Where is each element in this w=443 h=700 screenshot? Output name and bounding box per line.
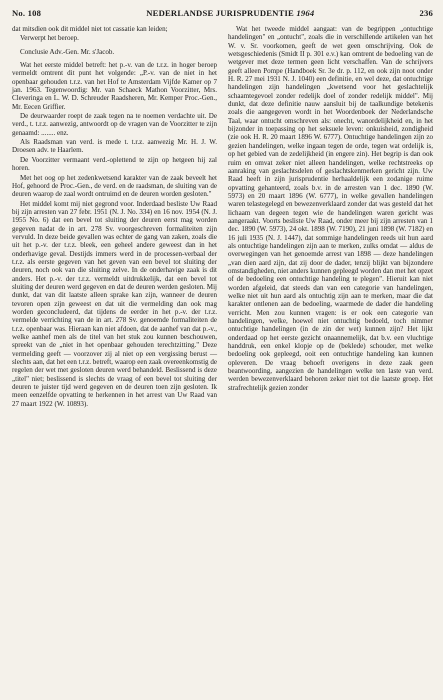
paragraph: De Voorzitter vermaant verd.-oplettend te zijn op hetgeen hij zal horen. [12, 155, 217, 173]
page-number: 236 [419, 8, 433, 18]
paragraph: Conclusie Adv.-Gen. Mr. s'Jacob. [20, 47, 115, 56]
page-header [12, 8, 433, 22]
paragraph: Met het oog op het zedenkwetsend karakter van de zaak beveelt het Hof, gehoord de Proc.-Gen., de verd. en de raadsman, de sluiting van de deuren waarop de zaal wordt ontruimd en de deuren worden gesloten." [12, 173, 217, 199]
journal-year: 1964 [296, 8, 315, 18]
paragraph: Als Raadsman van verd. is mede t. t.r.z. aanwezig Mr. H. J. W. Droesen adv. te Haarlem. [12, 138, 217, 155]
issue-number: No. 108 [12, 8, 42, 18]
left-column [12, 25, 217, 409]
text-columns [12, 25, 433, 409]
paragraph: Wat het eerste middel betreft: het p.-v. van de t.r.z. in hoger beroep vermeldt omtrent dit punt het volgende: „P.-v. van de niet in het openbaar gehouden t.r.z. van het Hof te Amsterdam Vijfde Kamer op 7 jan. 1963. Tegenwoordig: Mr. van Schaeck Mathon Voorzitter, Mrs. Cleveringa en L. W. D. Schreuder Raadsheren, Mr. Kemper Proc.-Gen., Mr. Eecen Griffier. [12, 61, 217, 111]
paragraph: Het middel komt mij niet gegrond voor. Inderdaad besliste Uw Raad bij zijn arresten van 27 febr. 1951 (N. J. No. 334) en 16 nov. 1954 (N. J. 1955 No. 6) dat een bevel tot sluiting der deuren eerst mag worden gegeven nadat de in art. 278 Sv. voorgeschreven formaliteiten zijn vervuld. In deze beide gevallen was echter de gang van zaken, zoals die uit het p.-v. der t.r.z. bleek, een geheel andere geweest dan in het onderhavige geval. Destijds immers werd in de processen-verbaal der t.r.z. als eerste gegeven van het geven van een bevel tot sluiting der deuren, noch ook van die sluiting zelve. In de onderhavige zaak is dit anders. Het p.-v. der t.r.z. vermeldt uitdrukkelijk, dat een bevel tot sluiting der deuren werd gegeven en dat de deuren werden gesloten. Mij dunkt, dat van dit laatste alleen sprake kan zijn, wanneer de deuren tevoren open zijn geweest en dat uit die vermelding dan ook mag worden geconcludeerd, dat tijdens de eerder in het p.-v. der t.r.z. vermelde verrichting van de in art. 278 Sv. genoemde formaliteiten de t.r.z. openbaar was. Hieraan kan niet afdoen, dat de aanhef van dat p.-v., welke aanhef men als de titel van het stuk zou kunnen beschouwen, spreekt van de „niet in het openbaar gehouden terechtzitting." Deze vermelding geeft — voorzover zij al niet op een vergissing berust — slechts aan, dat het een t.r.z. betreft, waarop een zaak overeenkomstig de regelen der wet met gesloten deuren werd behandeld. Beslissend is deze „titel" niet; beslissend is slechts de vraag of een bevel tot sluiting der deuren te juister tijd werd gegeven en de deuren toen zijn gesloten. Ik meen eenzelfde opvatting te herkennen in het arrest van Uw Raad van 27 maart 1922 (W. 10893). [12, 199, 217, 408]
journal-title-text: NEDERLANDSE JURISPRUDENTIE [146, 8, 294, 18]
journal-title [146, 8, 314, 18]
paragraph: Verwerpt het beroep. [20, 34, 79, 43]
paragraph: Wat het tweede middel aangaat: van de begrippen „ontuchtige handelingen" en „ontucht", zoals die in verschillende artikelen van het W. v. Sr. voorkomen, geeft de wet geen omschrijving. Ook de wetsgeschiedenis (Smidt II p. 301 e.v.) kan omtrent de bedoeling van de wetgever met deze termen geen licht verschaffen. Van de schrijvers geeft alleen Pompe (Handboek Sr. 3e dr. p. 112, en ook zijn noot onder H. R. 27 mei 1931 N. J. 1040) een definitie, en wel deze, dat ontuchtige handelingen zijn handelingen „kwetsend voor het geslachtelijk schaamtegevoel zonder redelijk doel of zonder redelijk middel". Mij dunkt, dat deze definitie nauw aansluit bij de taalkundige betekenis zoals die aangegeven wordt in het Woordenboek der Nederlandsche Taal, waar ontucht omschreven als: onecht, wanordelijkheid en, in het bijzonder in toepassing op het seksuele leven: onkuisheid, zondigheid (zie ook H. R. 20 maart 1896 W. 6777). Ontuchtige handelingen zijn zo gezien handelingen, welke ingaan tegen de orde, tegen wat ordelijk is, op het gebied van de zedelijkheid (in engere zin). Het begrip is dan ook ruim en omvat zeker niet alleen handelingen, welke rechtstreeks op aanraking van geslachtsdelen of geslachtskenmerken gericht zijn. Uw Raad heeft in zijn jurisprudentie herhaaldelijk een zodanige ruime opvatting gehanteerd, zoals b.v. in de arresten van 1 dec. 1890 (W. 5973) en 20 maart 1896 (W. 6777), in welke gevallen handelingen waren telastegelegd en bewezenverklaard zonder dat was gesteld dat het lichaam van degeen tegen wie de handelingen waren gericht was aangeraakt. Voorts besliste Uw Raad, onder meer bij zijn arresten van 1 dec. 1890 (W. 5973), 24 okt. 1898 (W. 7190), 21 juni 1898 (W. 7182) en 16 juli 1935 (N. J. 1447), dat sommige handelingen reeds uit hun aard als ontuchtige handelingen zijn aan te merken, zulks omdat — aldus de overwegingen van het genoemde arrest van 1898 — deze handelingen „van dien aard zijn, dat zij door de dader, tenzij blijkt van bijzondere omstandigheden, niet anders kunnen gepleegd worden dan met het opzet of de bedoeling een ontuchtige handeling te plegen". Hieruit kan niet worden afgeleid, dat steeds dan van een categorie van handelingen, welke niet uit hun aard als ontuchtig zijn aan te merken, maar die dat karakter ontlenen aan de bedoeling, waarmede de dader die handeling verricht. Men zou kunnen vragen: is er ook een categorie van handelingen, welke, hoewel niet ontuchtig bedoeld, toch nimmer ontuchtige handelingen (in de zin der wet) kunnen zijn? Het lijkt onderdaad op het eerste gezicht onaannemelijk, dat b.v. een vluchtige handdruk, een enkel klopje op de (beklede) schouder, met welke bedoeling ook gepleegd, ooit een ontuchtige handeling kan kunnen opleveren. De vraag behoeft overigens in deze zaak geen beantwoording, aangezien de handelingen welke ten laste van verd. werden bewezenverklaard behoren zeker niet tot die laatste groep. Het strafrechtelijk gezien zonder [228, 25, 433, 392]
paragraph: De deurwaarder roept de zaak tegen na te noemen verdachte uit. De verd., t. t.r.z. aanwezig, antwoordt op de vragen van de Voorzitter te zijn genaamd: ........ enz. [12, 112, 217, 137]
right-column [228, 25, 433, 409]
paragraph: dat mitsdien ook dit middel niet tot cassatie kan leiden; [12, 25, 168, 33]
